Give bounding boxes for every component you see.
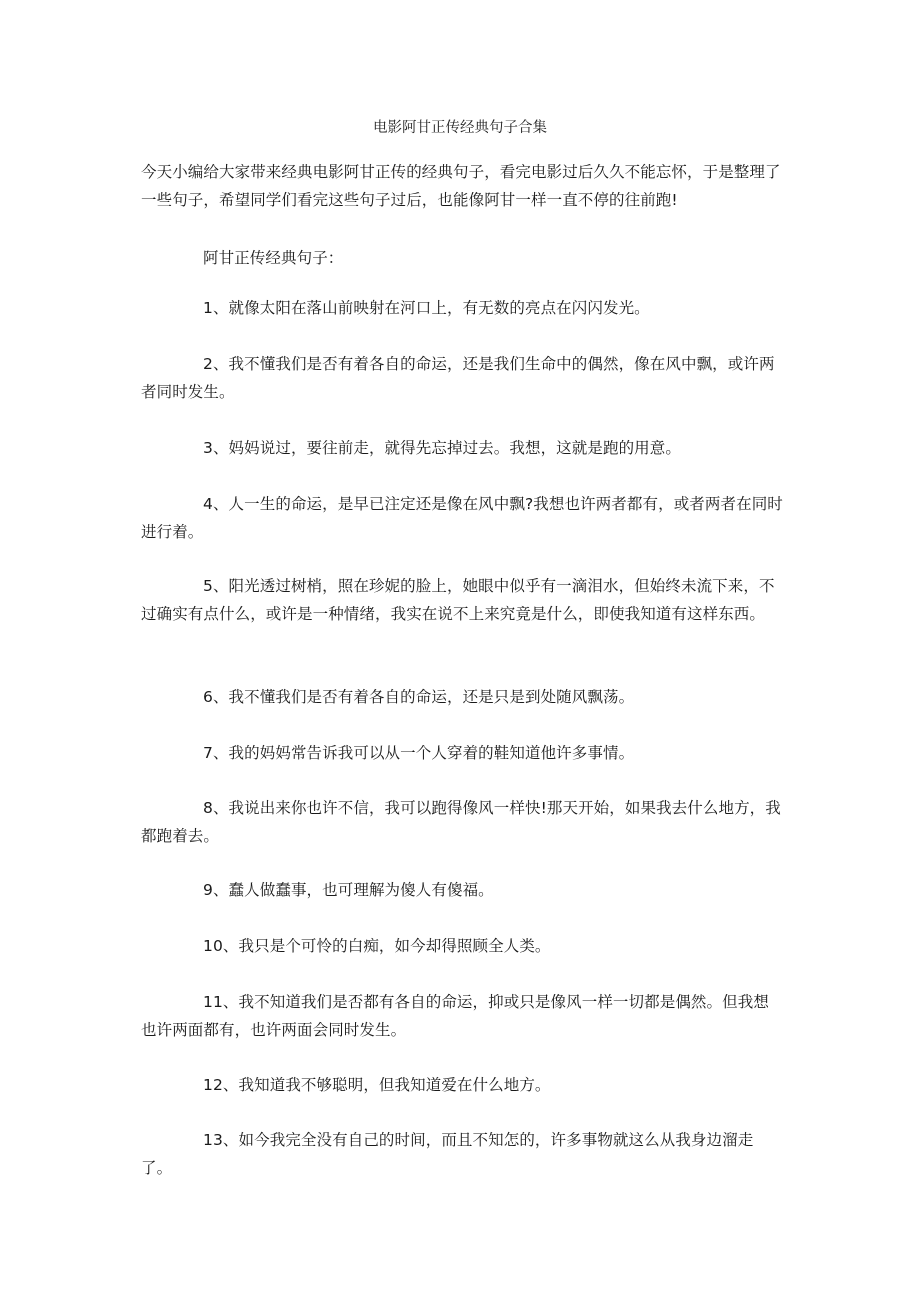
document-title: 电影阿甘正传经典句子合集 bbox=[373, 120, 547, 136]
section-subheading: 阿甘正传经典句子： bbox=[203, 249, 344, 267]
quote-item: 12、我知道我不够聪明，但我知道爱在什么地方。 bbox=[203, 1076, 551, 1094]
quote-item: 6、我不懂我们是否有着各自的命运，还是只是到处随风飘荡。 bbox=[203, 688, 635, 706]
quote-item: 2、我不懂我们是否有着各自的命运，还是我们生命中的偶然，像在风中飘，或许两者同时发生。 bbox=[141, 355, 775, 401]
quote-item: 9、蠢人做蠢事，也可理解为傻人有傻福。 bbox=[203, 881, 494, 899]
intro-paragraph: 今天小编给大家带来经典电影阿甘正传的经典句子，看完电影过后久久不能忘怀，于是整理了一些句子，希望同学们看完这些句子过后，也能像阿甘一样一直不停的往前跑! bbox=[141, 163, 781, 209]
quote-item: 4、人一生的命运，是早已注定还是像在风中飘?我想也许两者都有，或者两者在同时进行着。 bbox=[141, 495, 783, 541]
quote-item: 5、阳光透过树梢，照在珍妮的脸上，她眼中似乎有一滴泪水，但始终未流下来，不过确实有点什么，或许是一种情绪，我实在说不上来究竟是什么，即使我知道有这样东西。 bbox=[141, 577, 775, 623]
quote-item: 11、我不知道我们是否都有各自的命运，抑或只是像风一样一切都是偶然。但我想也许两面都有，也许两面会同时发生。 bbox=[141, 993, 769, 1039]
quote-item: 7、我的妈妈常告诉我可以从一个人穿着的鞋知道他许多事情。 bbox=[203, 744, 635, 762]
quote-item: 1、就像太阳在落山前映射在河口上，有无数的亮点在闪闪发光。 bbox=[203, 299, 650, 317]
quote-item: 8、我说出来你也许不信，我可以跑得像风一样快!那天开始，如果我去什么地方，我都跑着去。 bbox=[141, 799, 781, 845]
quote-item: 3、妈妈说过，要往前走，就得先忘掉过去。我想，这就是跑的用意。 bbox=[203, 439, 681, 457]
quote-item: 10、我只是个可怜的白痴，如今却得照顾全人类。 bbox=[203, 937, 551, 955]
quote-item: 13、如今我完全没有自己的时间，而且不知怎的，许多事物就这么从我身边溜走了。 bbox=[141, 1131, 754, 1177]
